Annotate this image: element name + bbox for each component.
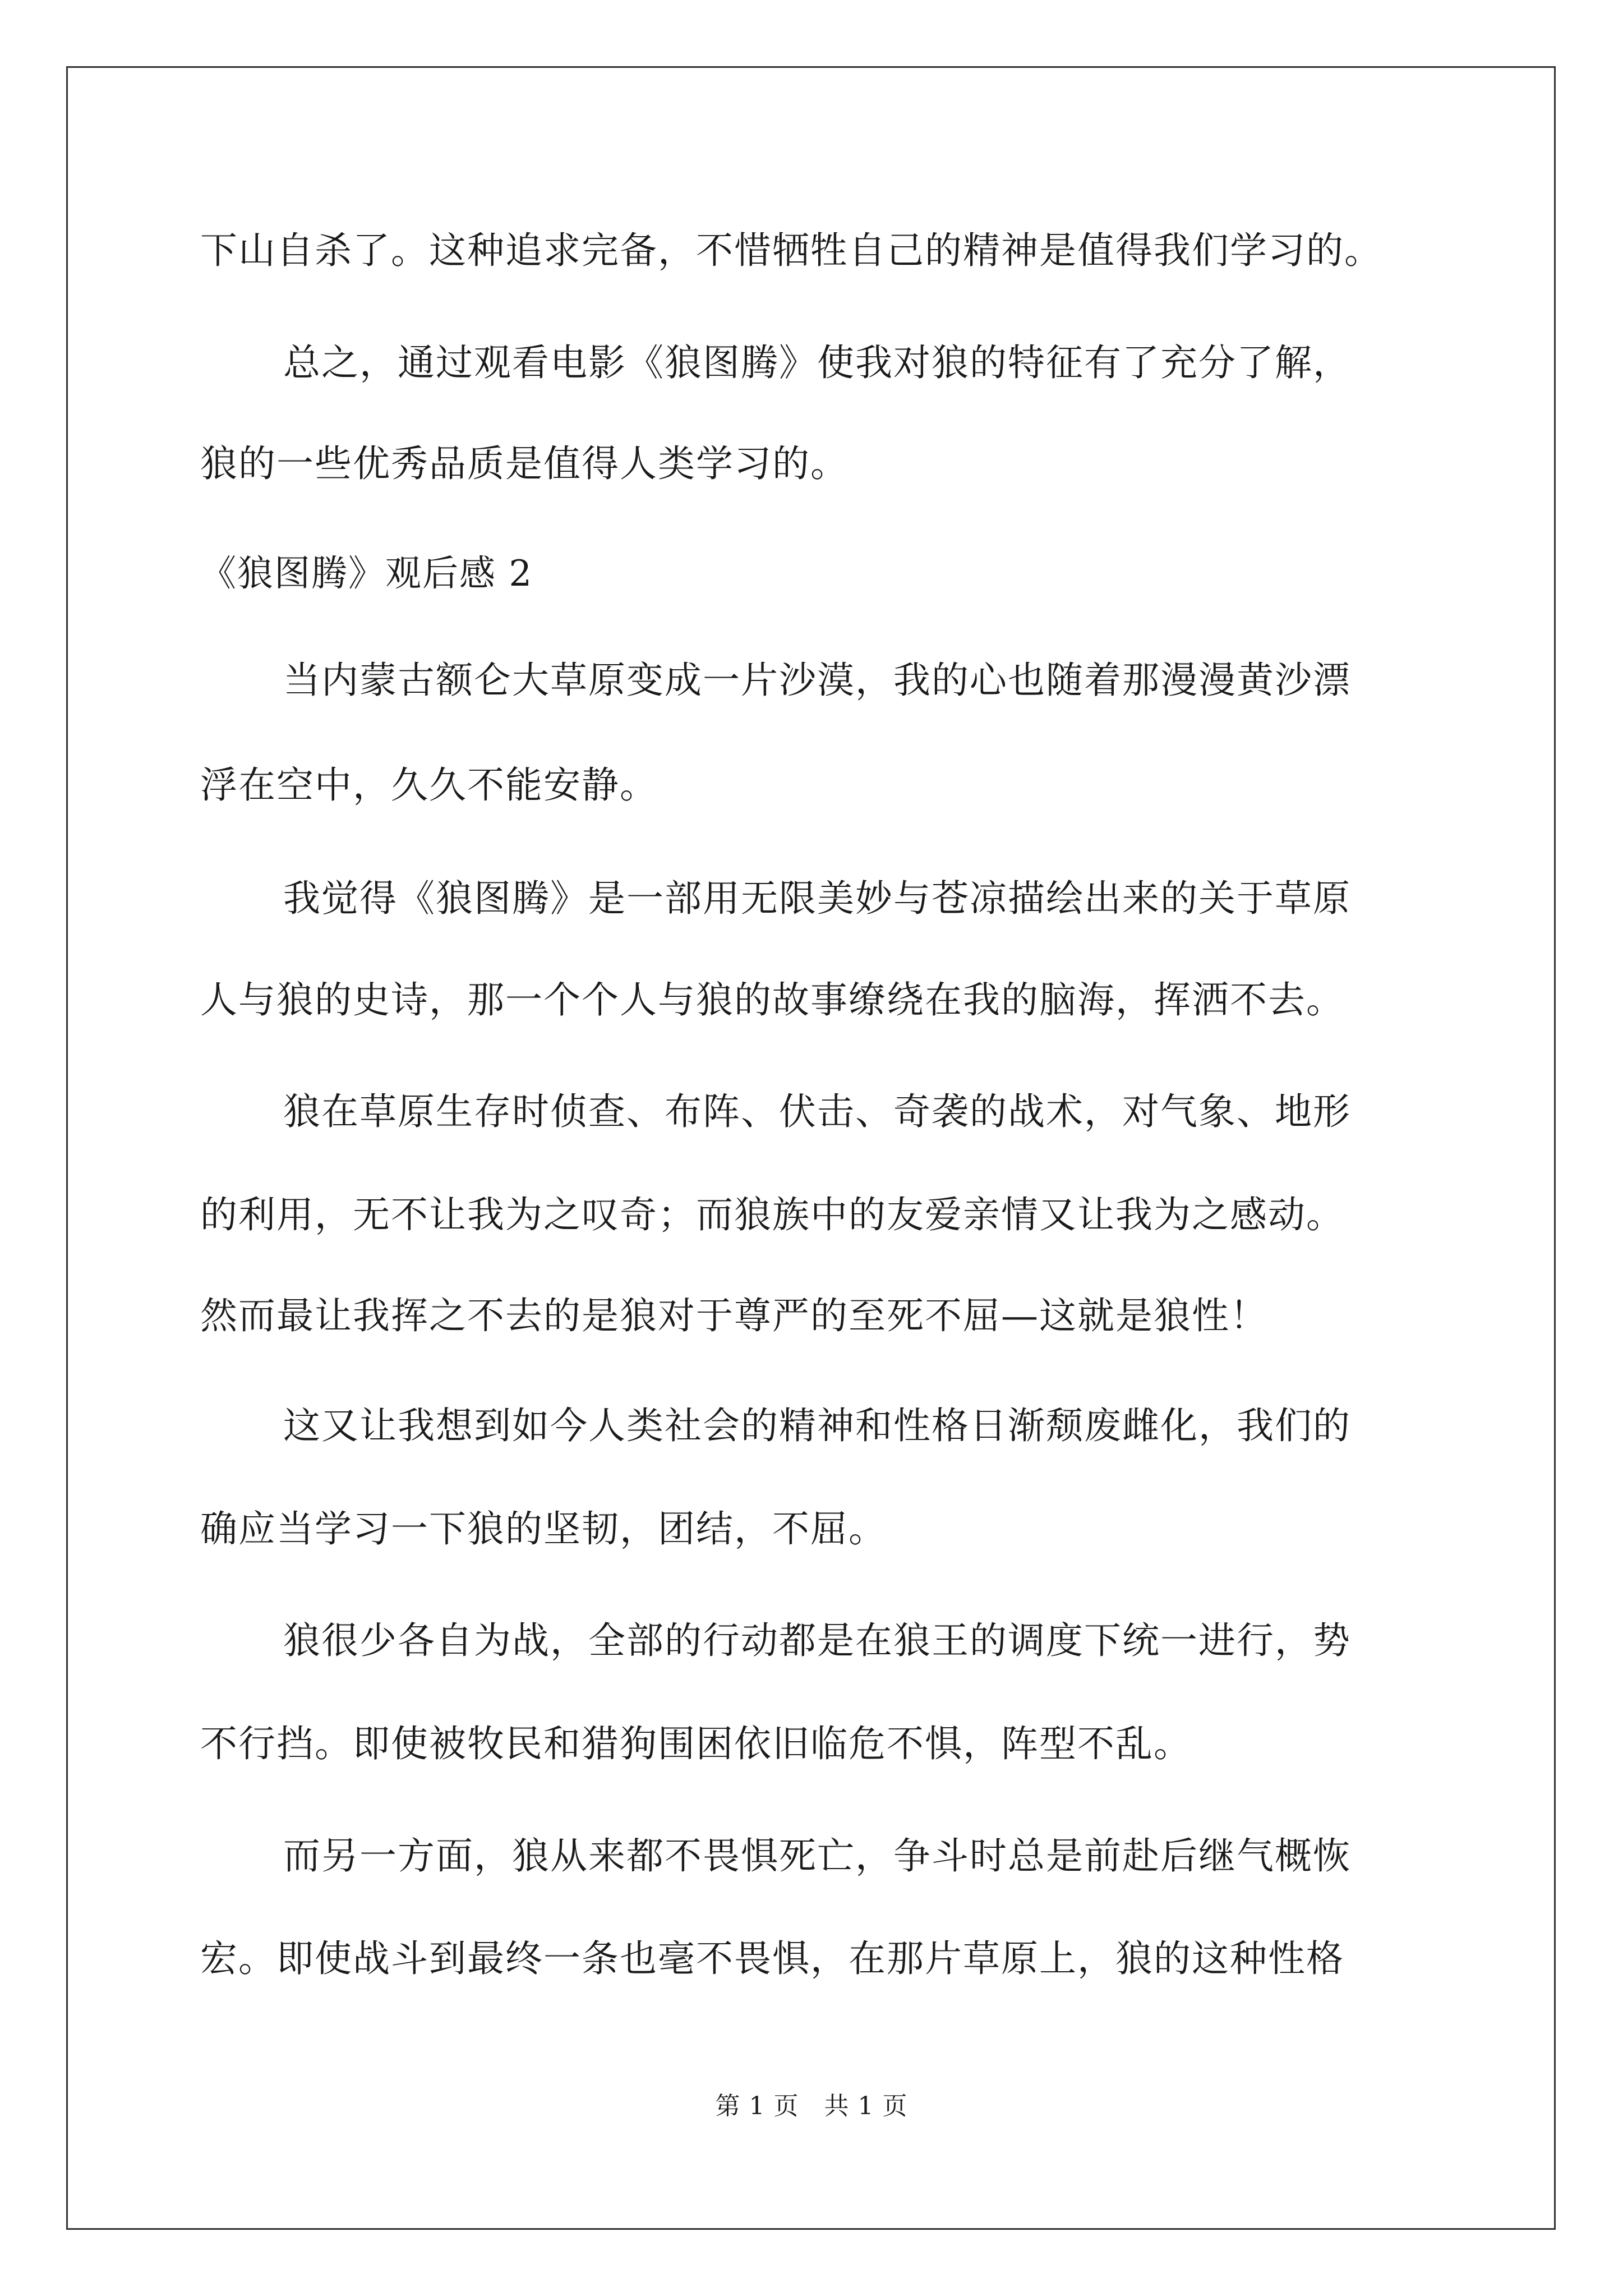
text-line: 下山自杀了。这种追求完备，不惜牺牲自己的精神是值得我们学习的。 bbox=[200, 229, 1382, 272]
paragraph-first-line: 狼很少各自为战，全部的行动都是在狼王的调度下统一进行，势 bbox=[283, 1619, 1351, 1662]
paragraph-first-line: 我觉得《狼图腾》是一部用无限美妙与苍凉描绘出来的关于草原 bbox=[283, 877, 1351, 920]
paragraph-first-line: 狼在草原生存时侦查、布阵、伏击、奇袭的战术，对气象、地形 bbox=[283, 1090, 1351, 1133]
text-line: 宏。即使战斗到最终一条也毫不畏惧，在那片草原上，狼的这种性格 bbox=[200, 1937, 1344, 1980]
text-line: 狼的一些优秀品质是值得人类学习的。 bbox=[200, 442, 849, 485]
section-heading: 《狼图腾》观后感 2 bbox=[200, 553, 533, 595]
text-line: 浮在空中，久久不能安静。 bbox=[200, 763, 658, 807]
page-border bbox=[66, 66, 1556, 2230]
text-line: 人与狼的史诗，那一个个人与狼的故事缭绕在我的脑海，挥洒不去。 bbox=[200, 978, 1344, 1022]
page-footer: 第 1 页 共 1 页 bbox=[715, 2092, 908, 2120]
text-line: 然而最让我挥之不去的是狼对于尊严的至死不屈—这就是狼性！ bbox=[200, 1294, 1268, 1337]
text-line: 确应当学习一下狼的坚韧，团结，不屈。 bbox=[200, 1507, 887, 1550]
text-line: 不行挡。即使被牧民和猎狗围困依旧临危不惧，阵型不乱。 bbox=[200, 1722, 1192, 1765]
paragraph-first-line: 当内蒙古额仑大草原变成一片沙漠，我的心也随着那漫漫黄沙漂 bbox=[283, 659, 1351, 702]
paragraph-first-line: 而另一方面，狼从来都不畏惧死亡，争斗时总是前赴后继气概恢 bbox=[283, 1834, 1351, 1878]
paragraph-first-line: 总之，通过观看电影《狼图腾》使我对狼的特征有了充分了解， bbox=[283, 341, 1351, 384]
text-line: 的利用，无不让我为之叹奇；而狼族中的友爱亲情又让我为之感动。 bbox=[200, 1193, 1344, 1236]
paragraph-first-line: 这又让我想到如今人类社会的精神和性格日渐颓废雌化，我们的 bbox=[283, 1404, 1351, 1447]
